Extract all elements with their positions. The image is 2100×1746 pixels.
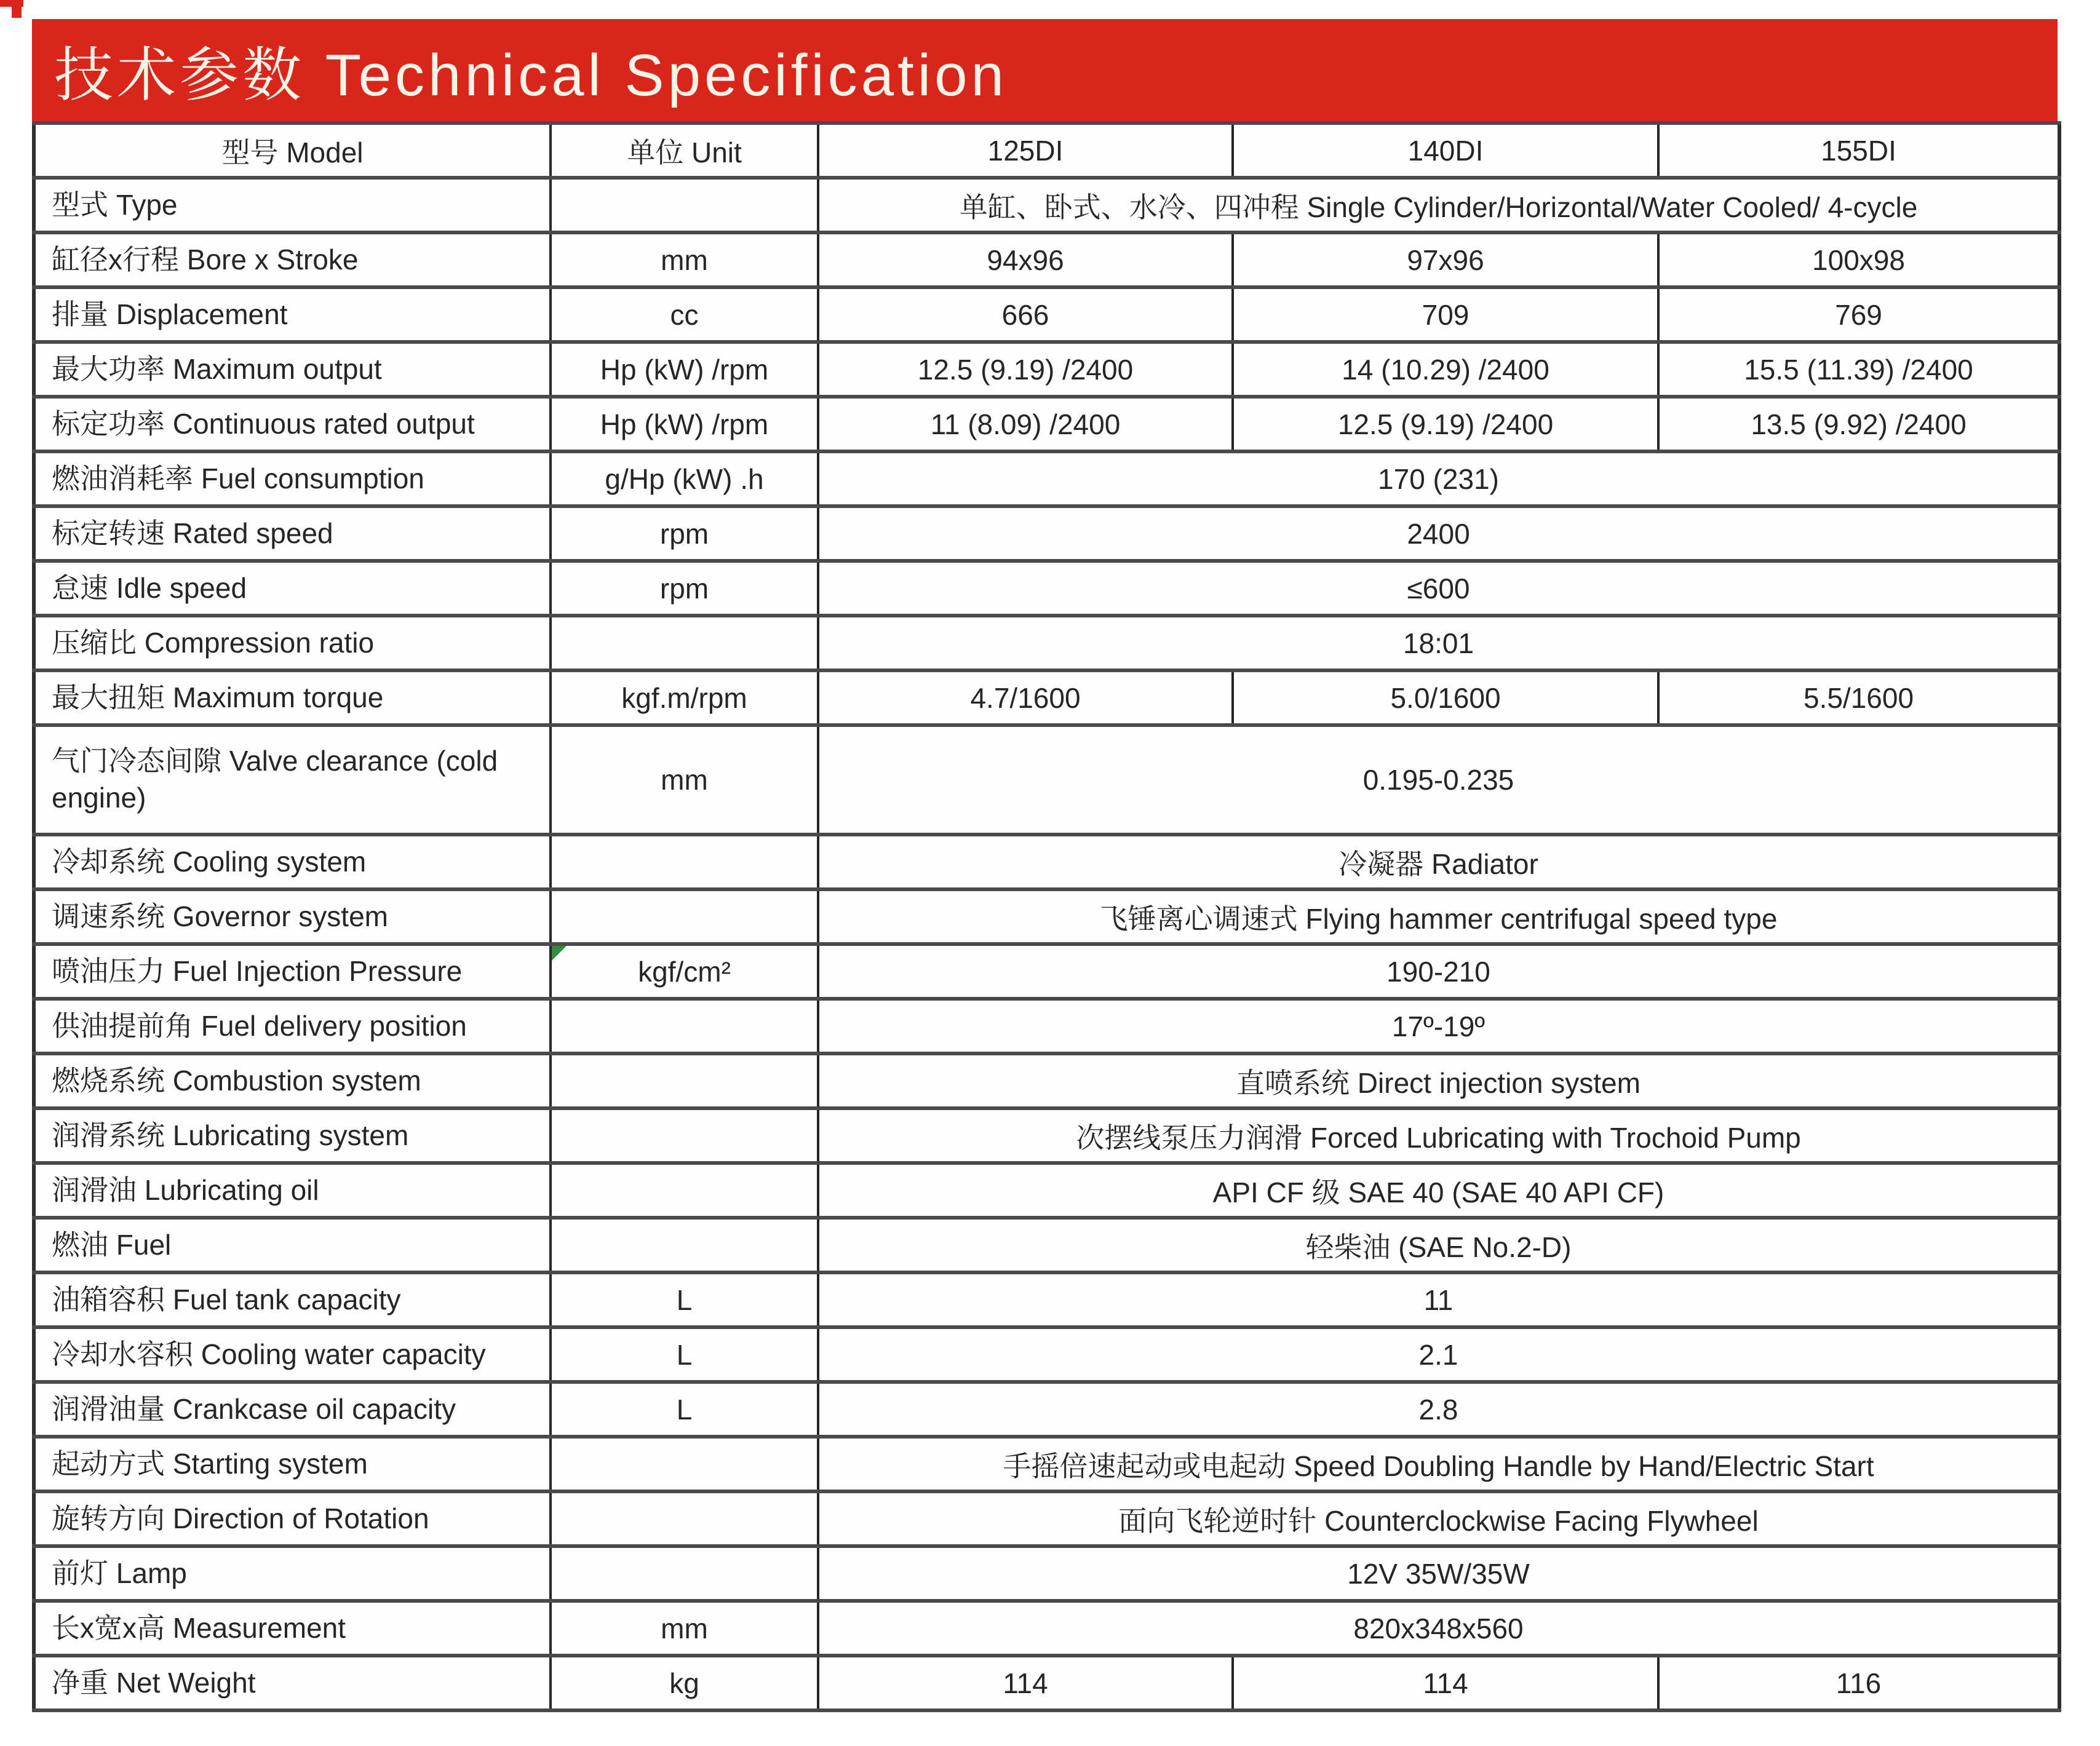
- cell-value: 次摆线泵压力润滑 Forced Lubricating with Trochoid Pump: [818, 1108, 2059, 1163]
- col-header-125di: 125DI: [818, 123, 1233, 178]
- cell-value: 97x96: [1233, 232, 1658, 287]
- cell-label: 长x宽x高 Measurement: [34, 1601, 551, 1656]
- col-header-155di: 155DI: [1658, 123, 2059, 178]
- table-row: [34, 287, 2059, 342]
- cell-value: 直喷系统 Direct injection system: [818, 1054, 2059, 1108]
- cell-label: 型式 Type: [34, 178, 551, 232]
- table-row: [34, 999, 2059, 1054]
- spec-table: [32, 121, 2061, 1712]
- cell-unit: L: [551, 1327, 818, 1382]
- cell-value: 11: [818, 1272, 2059, 1327]
- cell-unit: [551, 1546, 818, 1601]
- cell-label: 起动方式 Starting system: [34, 1437, 551, 1491]
- cell-value: 0.195-0.235: [818, 725, 2059, 835]
- table-row: [34, 835, 2059, 889]
- cell-value: API CF 级 SAE 40 (SAE 40 API CF): [818, 1163, 2059, 1218]
- cell-label: 最大扭矩 Maximum torque: [34, 670, 551, 725]
- cell-value: 冷凝器 Radiator: [818, 835, 2059, 889]
- cell-label: 压缩比 Compression ratio: [34, 616, 551, 670]
- col-header-unit: 单位 Unit: [551, 123, 818, 178]
- cell-corner-marker-icon: [552, 946, 567, 961]
- cell-unit: [551, 1491, 818, 1546]
- cell-unit: mm: [551, 1601, 818, 1656]
- cell-unit: [551, 178, 818, 232]
- cell-value: 709: [1233, 287, 1658, 342]
- cell-value: 12V 35W/35W: [818, 1546, 2059, 1601]
- cell-value: 114: [818, 1656, 1233, 1710]
- cell-unit: L: [551, 1272, 818, 1327]
- cell-value: 170 (231): [818, 451, 2059, 506]
- cell-label: 标定转速 Rated speed: [34, 506, 551, 561]
- cell-value: 单缸、卧式、水冷、四冲程 Single Cylinder/Horizontal/Water Cooled/ 4-cycle: [818, 178, 2059, 232]
- table-row: [34, 232, 2059, 287]
- cell-label: 油箱容积 Fuel tank capacity: [34, 1272, 551, 1327]
- table-row: [34, 616, 2059, 670]
- cell-value: 18:01: [818, 616, 2059, 670]
- cell-value: 666: [818, 287, 1233, 342]
- cell-unit: Hp (kW) /rpm: [551, 397, 818, 451]
- cell-label: 前灯 Lamp: [34, 1546, 551, 1601]
- cell-value: 15.5 (11.39) /2400: [1658, 342, 2059, 397]
- cell-value: 190-210: [818, 944, 2059, 999]
- cell-unit: [551, 1218, 818, 1272]
- cell-label: 润滑油 Lubricating oil: [34, 1163, 551, 1218]
- cell-label: 冷却水容积 Cooling water capacity: [34, 1327, 551, 1382]
- cell-unit: kgf.m/rpm: [551, 670, 818, 725]
- table-row: [34, 1656, 2059, 1710]
- cell-label: 排量 Displacement: [34, 287, 551, 342]
- cell-label: 润滑系统 Lubricating system: [34, 1108, 551, 1163]
- cell-unit: [551, 1163, 818, 1218]
- table-row: [34, 1437, 2059, 1491]
- cell-value: 轻柴油 (SAE No.2-D): [818, 1218, 2059, 1272]
- cell-label: 供油提前角 Fuel delivery position: [34, 999, 551, 1054]
- table-row: [34, 1327, 2059, 1382]
- cell-value: ≤600: [818, 561, 2059, 616]
- cell-unit: [551, 944, 818, 999]
- cell-unit: [551, 835, 818, 889]
- page-title: 技术参数 Technical Specification: [54, 42, 1008, 108]
- cell-unit: [551, 1437, 818, 1491]
- table-row: [34, 397, 2059, 451]
- table-row: [34, 1382, 2059, 1437]
- cell-value: 2.1: [818, 1327, 2059, 1382]
- cell-unit: [551, 1054, 818, 1108]
- table-row: [34, 1272, 2059, 1327]
- cell-value: 12.5 (9.19) /2400: [818, 342, 1233, 397]
- cell-unit: g/Hp (kW) .h: [551, 451, 818, 506]
- cell-value: 11 (8.09) /2400: [818, 397, 1233, 451]
- cell-unit: [551, 999, 818, 1054]
- cell-value: 5.5/1600: [1658, 670, 2059, 725]
- table-row: [34, 1054, 2059, 1108]
- cell-label: 标定功率 Continuous rated output: [34, 397, 551, 451]
- cell-unit: [551, 1108, 818, 1163]
- cell-label: 缸径x行程 Bore x Stroke: [34, 232, 551, 287]
- table-row: [34, 1163, 2059, 1218]
- cell-value: 769: [1658, 287, 2059, 342]
- cell-value: 手摇倍速起动或电起动 Speed Doubling Handle by Hand/Electric Start: [818, 1437, 2059, 1491]
- table-row: [34, 889, 2059, 944]
- cell-value: 100x98: [1658, 232, 2059, 287]
- cell-value: 2.8: [818, 1382, 2059, 1437]
- cell-unit: [551, 889, 818, 944]
- table-row: [34, 1491, 2059, 1546]
- cell-value: 13.5 (9.92) /2400: [1658, 397, 2059, 451]
- table-row: [34, 342, 2059, 397]
- cell-value: 17º-19º: [818, 999, 2059, 1054]
- table-row: [34, 561, 2059, 616]
- cell-label: 燃油 Fuel: [34, 1218, 551, 1272]
- cell-unit: Hp (kW) /rpm: [551, 342, 818, 397]
- cell-label: 旋转方向 Direction of Rotation: [34, 1491, 551, 1546]
- cell-value: 5.0/1600: [1233, 670, 1658, 725]
- cell-label: 润滑油量 Crankcase oil capacity: [34, 1382, 551, 1437]
- cell-value: 面向飞轮逆时针 Counterclockwise Facing Flywheel: [818, 1491, 2059, 1546]
- cell-value: 114: [1233, 1656, 1658, 1710]
- title-banner: [32, 19, 2058, 121]
- cell-value: 116: [1658, 1656, 2059, 1710]
- table-row: [34, 670, 2059, 725]
- cell-unit: mm: [551, 725, 818, 835]
- table-row: [34, 451, 2059, 506]
- table-row: [34, 725, 2059, 835]
- table-header-row: [34, 123, 2059, 178]
- corner-red-artifact: [12, 0, 22, 18]
- cell-value: 2400: [818, 506, 2059, 561]
- table-row: [34, 506, 2059, 561]
- cell-label: 燃油消耗率 Fuel consumption: [34, 451, 551, 506]
- cell-label: 冷却系统 Cooling system: [34, 835, 551, 889]
- cell-unit: mm: [551, 232, 818, 287]
- cell-value: 12.5 (9.19) /2400: [1233, 397, 1658, 451]
- cell-value: 94x96: [818, 232, 1233, 287]
- table-row: [34, 1218, 2059, 1272]
- table-row: [34, 178, 2059, 232]
- cell-unit: L: [551, 1382, 818, 1437]
- cell-value: 820x348x560: [818, 1601, 2059, 1656]
- cell-unit: cc: [551, 287, 818, 342]
- cell-label: 净重 Net Weight: [34, 1656, 551, 1710]
- cell-unit-text: kgf/cm²: [638, 955, 731, 988]
- col-header-140di: 140DI: [1233, 123, 1658, 178]
- cell-label: 最大功率 Maximum output: [34, 342, 551, 397]
- spec-table-wrap: [32, 121, 2058, 1712]
- col-header-model: 型号 Model: [34, 123, 551, 178]
- cell-unit: rpm: [551, 561, 818, 616]
- cell-label: 喷油压力 Fuel Injection Pressure: [34, 944, 551, 999]
- cell-label: 气门冷态间隙 Valve clearance (cold engine): [34, 725, 551, 835]
- table-row: [34, 1108, 2059, 1163]
- cell-unit: rpm: [551, 506, 818, 561]
- cell-unit: [551, 616, 818, 670]
- cell-value: 14 (10.29) /2400: [1233, 342, 1658, 397]
- cell-label: 调速系统 Governor system: [34, 889, 551, 944]
- cell-label: 怠速 Idle speed: [34, 561, 551, 616]
- table-row: [34, 1601, 2059, 1656]
- cell-value: 4.7/1600: [818, 670, 1233, 725]
- table-row: [34, 944, 2059, 999]
- cell-label: 燃烧系统 Combustion system: [34, 1054, 551, 1108]
- cell-value: 飞锤离心调速式 Flying hammer centrifugal speed type: [818, 889, 2059, 944]
- cell-unit: kg: [551, 1656, 818, 1710]
- table-row: [34, 1546, 2059, 1601]
